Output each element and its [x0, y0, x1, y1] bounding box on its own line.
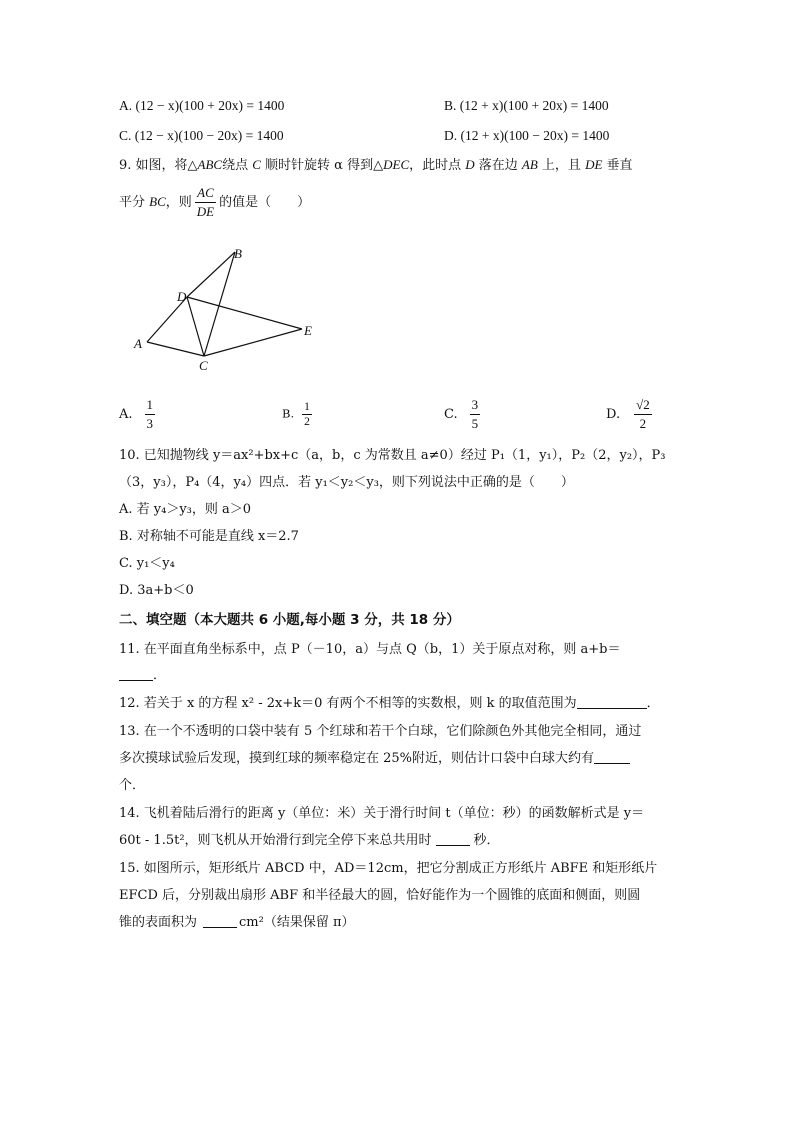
q9-option-b: B. $\frac{1}{2}$ — [282, 401, 310, 428]
label-A: A — [134, 336, 142, 351]
section-heading: 二、填空题（本大题共 6 小题,每小题 3 分，共 18 分） — [119, 612, 460, 628]
q11-line-1: 11. 在平面直角坐标系中，点 P（－10，a）与点 Q（b，1）关于原点对称，则 a+b＝ — [119, 642, 621, 657]
q9-option-a: A. $\frac{1}{3}$ — [119, 397, 154, 431]
segment-BC — [204, 252, 235, 356]
q14-answer-blank[interactable] — [436, 831, 470, 846]
q8-option-b: B. (12 + x)(100 + 20x) = 1400 — [444, 98, 609, 113]
label-C: C — [199, 358, 208, 373]
q10-option-d: D. 3a+b＜0 — [119, 583, 194, 598]
q9-line-2: 平分 BC，则 $\frac{AC}{DE}$ 的值是（ ） — [119, 185, 311, 219]
q12-answer-blank[interactable] — [577, 694, 647, 709]
q15-line-1: 15. 如图所示，矩形纸片 ABCD 中，AD＝12cm，把它分割成正方形纸片 ABFE 和矩形纸片 — [119, 861, 658, 876]
q8-option-a: A. (12 − x)(100 + 20x) = 1400 — [119, 98, 285, 113]
q14-line-1: 14. 飞机着陆后滑行的距离 y（单位：米）关于滑行时间 t（单位：秒）的函数解析式是 y＝ — [119, 806, 645, 821]
q10-option-c: C. y₁＜y₄ — [119, 556, 175, 571]
q9-option-d: D. $\frac{√2}{2}$ — [606, 397, 650, 431]
segment-DC — [187, 297, 204, 356]
segment-AC — [147, 342, 204, 356]
q13-line-2: 多次摸球试验后发现，摸到红球的频率稳定在 25%附近，则估计口袋中白球大约有 — [119, 749, 630, 769]
q13-line-3: 个． — [119, 778, 146, 793]
label-D: D — [177, 289, 187, 304]
q15-answer-blank[interactable] — [203, 913, 237, 928]
q13-answer-blank[interactable] — [594, 749, 630, 764]
label-E: E — [304, 323, 312, 338]
q8-option-d: D. (12 + x)(100 − 20x) = 1400 — [444, 128, 610, 143]
q14-line-2: 60t - 1.5t²，则飞机从开始滑行到完全停下来总共用时 秒． — [119, 833, 500, 848]
segment-DE — [187, 297, 302, 329]
q10-line-2: （3，y₃），P₄（4，y₄）四点．若 y₁＜y₂＜y₃，则下列说法中正确的是（ ） — [119, 475, 574, 490]
q10-line-1: 10. 已知抛物线 y＝ax²+bx+c（a，b，c 为常数且 a≠0）经过 P₁（1，y₁），P₂（2，y₂），P₃ — [119, 448, 666, 463]
label-B: B — [234, 246, 242, 261]
q8-option-c: C. (12 − x)(100 − 20x) = 1400 — [119, 128, 284, 143]
segment-CE — [204, 329, 302, 356]
q9-option-c: C. $\frac{3}{5}$ — [444, 397, 479, 431]
q13-line-1: 13. 在一个不透明的口袋中装有 5 个红球和若干个白球，它们除颜色外其他完全相同，通过 — [119, 724, 642, 739]
q9-geometry-figure — [130, 242, 330, 377]
q15-line-3: 锥的表面积为 cm²（结果保留 π） — [119, 915, 355, 930]
q10-option-a: A. 若 y₄＞y₃，则 a＞0 — [119, 502, 252, 517]
q11-line-2: ． — [119, 666, 166, 686]
q10-option-b: B. 对称轴不可能是直线 x＝2.7 — [119, 529, 299, 544]
q12-line: 12. 若关于 x 的方程 x² - 2x+k＝0 有两个不相等的实数根，则 k 的取值范围为 ． — [119, 696, 660, 711]
q9-line-1: 9. 如图，将△ABC绕点 C 顺时针旋转 α 得到△DEC，此时点 D 落在边 AB 上，且 DE 垂直 — [119, 157, 633, 173]
q11-answer-blank[interactable] — [119, 666, 153, 681]
q9-ratio-fraction: $\frac{AC}{DE}$ — [196, 185, 215, 219]
q15-line-2: EFCD 后，分别裁出扇形 ABF 和半径最大的圆，恰好能作为一个圆锥的底面和侧面，则圆 — [119, 888, 641, 903]
